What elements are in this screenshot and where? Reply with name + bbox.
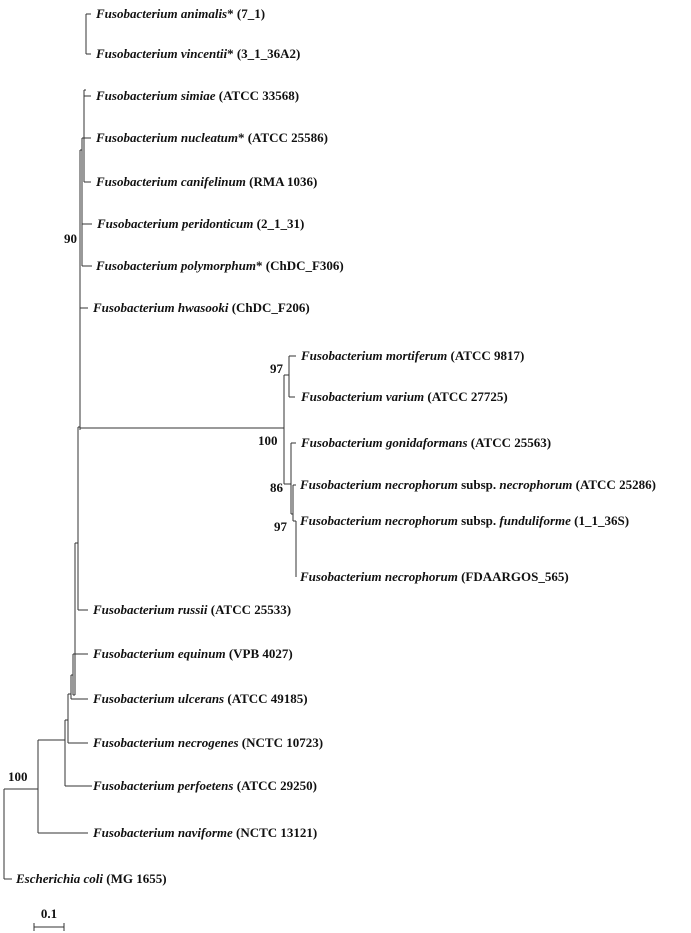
bootstrap-bs-90: 90 bbox=[64, 231, 77, 246]
bootstrap-bs-97-lower: 97 bbox=[274, 519, 287, 534]
taxon-label-part: (ATCC 49185) bbox=[224, 691, 308, 706]
taxon-label-part: (3_1_36A2) bbox=[233, 46, 301, 61]
taxon-label-part: Fusobacterium necrogenes bbox=[93, 735, 239, 750]
taxon-label-perfoetens bbox=[92, 778, 317, 793]
taxon-label-ulcerans bbox=[92, 691, 308, 706]
taxon-label-part: Fusobacterium equinum bbox=[93, 646, 226, 661]
taxon-label-part: Fusobacterium naviforme bbox=[93, 825, 233, 840]
taxon-label-part: * bbox=[256, 258, 263, 273]
taxon-label-varium bbox=[300, 389, 508, 404]
taxon-label-part: Fusobacterium simiae bbox=[96, 88, 216, 103]
taxon-label-part: (ATCC 25533) bbox=[207, 602, 292, 617]
taxon-label-part: (ATCC 25286) bbox=[572, 477, 656, 492]
bootstrap-bs-100-root: 100 bbox=[8, 769, 28, 784]
taxon-label-necrogenes bbox=[92, 735, 323, 750]
taxon-label-part: Fusobacterium necrophorum bbox=[300, 569, 458, 584]
taxon-label-part: (7_1) bbox=[233, 6, 266, 21]
taxon-label-equinum bbox=[92, 646, 293, 661]
taxon-label-part: (ChDC_F206) bbox=[228, 300, 310, 315]
taxon-label-naviforme bbox=[92, 825, 317, 840]
taxon-label-part: Fusobacterium peridonticum bbox=[97, 216, 254, 231]
taxon-label-necrophorum-necrophorum bbox=[299, 477, 656, 492]
taxon-label-part: Fusobacterium necrophorum bbox=[300, 477, 458, 492]
taxon-label-part: (FDAARGOS_565) bbox=[457, 569, 569, 584]
taxon-label-part: Fusobacterium hwasooki bbox=[93, 300, 229, 315]
taxon-label-part: (RMA 1036) bbox=[245, 174, 318, 189]
taxon-label-part: (MG 1655) bbox=[103, 871, 167, 886]
taxon-label-part: * bbox=[227, 6, 234, 21]
taxon-label-part: (ATCC 33568) bbox=[215, 88, 300, 103]
taxon-label-polymorphum bbox=[95, 258, 344, 273]
taxon-label-part: (1_1_36S) bbox=[570, 513, 630, 528]
taxon-label-part: (NCTC 13121) bbox=[232, 825, 318, 840]
scale-bar-label: 0.1 bbox=[40, 906, 58, 921]
taxon-label-animalis bbox=[95, 6, 265, 21]
bootstrap-bs-100-mid: 100 bbox=[258, 433, 278, 448]
scale-bar bbox=[34, 906, 64, 931]
taxon-label-part: Fusobacterium nucleatum bbox=[96, 130, 238, 145]
taxon-label-part: necrophorum bbox=[499, 477, 573, 492]
taxon-label-part: * bbox=[227, 46, 234, 61]
taxon-label-part: funduliforme bbox=[499, 513, 571, 528]
taxon-label-part: Fusobacterium perfoetens bbox=[93, 778, 234, 793]
taxon-label-canifelinum bbox=[95, 174, 317, 189]
taxon-label-peridonticum bbox=[96, 216, 304, 231]
taxon-label-hwasooki bbox=[92, 300, 310, 315]
taxon-label-simiae bbox=[95, 88, 299, 103]
bootstrap-bs-97-upper: 97 bbox=[270, 361, 283, 376]
taxon-label-part: (ATCC 25563) bbox=[467, 435, 552, 450]
taxon-label-part: (VPB 4027) bbox=[225, 646, 293, 661]
taxon-label-part: Escherichia coli bbox=[16, 871, 104, 886]
taxon-label-part: subsp. bbox=[457, 477, 500, 492]
taxon-label-part: Fusobacterium ulcerans bbox=[93, 691, 225, 706]
taxon-label-ecoli bbox=[15, 871, 167, 886]
taxon-label-part: Fusobacterium varium bbox=[301, 389, 425, 404]
taxon-label-part: (ATCC 29250) bbox=[233, 778, 318, 793]
taxon-label-necrophorum-funduliforme bbox=[299, 513, 629, 528]
taxon-label-vincentii bbox=[95, 46, 300, 61]
taxon-label-part: (ATCC 9817) bbox=[447, 348, 525, 363]
taxon-label-necrophorum bbox=[299, 569, 569, 584]
taxon-label-mortiferum bbox=[300, 348, 524, 363]
taxon-label-part: * bbox=[237, 130, 245, 145]
taxon-label-part: (ATCC 27725) bbox=[424, 389, 508, 404]
taxon-label-nucleatum bbox=[95, 130, 328, 145]
taxon-label-part: (2_1_31) bbox=[253, 216, 305, 231]
taxon-label-part: Fusobacterium gonidaformans bbox=[301, 435, 468, 450]
taxon-label-part: Fusobacterium russii bbox=[93, 602, 208, 617]
taxon-label-part: Fusobacterium animalis bbox=[96, 6, 228, 21]
taxon-label-part: Fusobacterium polymorphum bbox=[96, 258, 256, 273]
taxon-label-part: subsp. bbox=[457, 513, 500, 528]
taxon-label-russii bbox=[92, 602, 291, 617]
taxon-label-part: Fusobacterium necrophorum bbox=[300, 513, 458, 528]
taxon-label-part: Fusobacterium mortiferum bbox=[301, 348, 448, 363]
taxon-label-part: (NCTC 10723) bbox=[238, 735, 324, 750]
bootstrap-bs-86: 86 bbox=[270, 480, 283, 495]
taxon-label-part: Fusobacterium canifelinum bbox=[96, 174, 246, 189]
taxon-label-part: Fusobacterium vincentii bbox=[96, 46, 228, 61]
taxon-label-part: (ChDC_F306) bbox=[262, 258, 344, 273]
taxon-label-gonidaformans bbox=[300, 435, 551, 450]
taxon-label-part: (ATCC 25586) bbox=[244, 130, 328, 145]
taxon-labels bbox=[15, 6, 656, 886]
